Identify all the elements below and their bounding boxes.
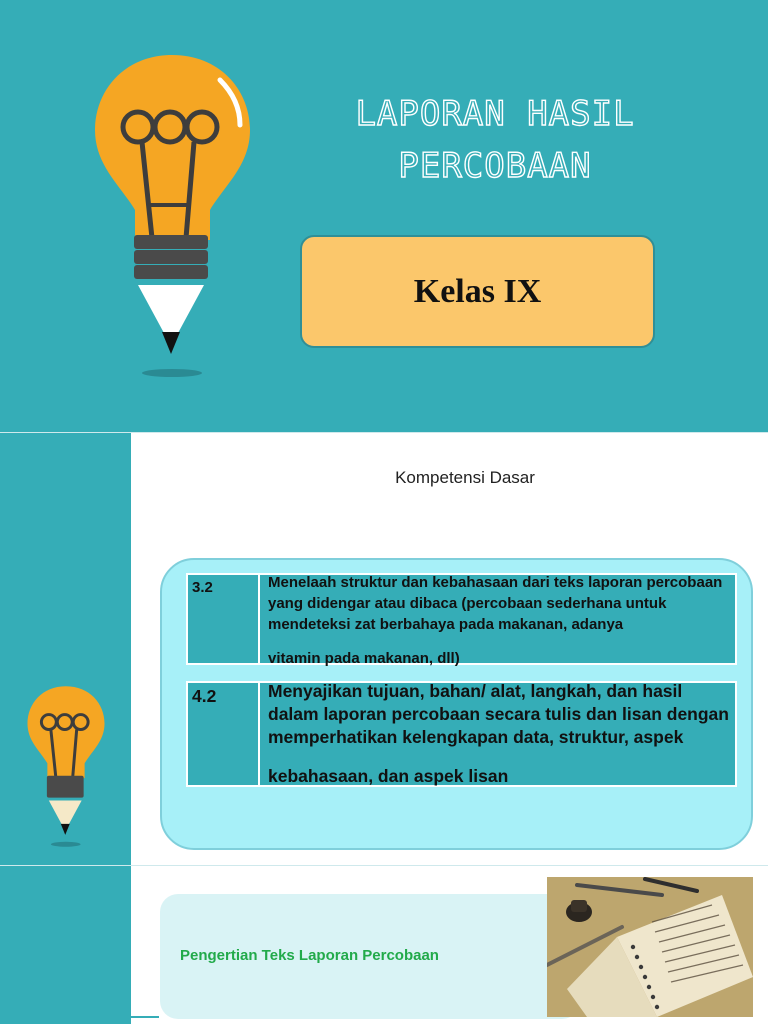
title-line-2: PERCOBAAN (398, 146, 592, 186)
kd-panel (160, 558, 753, 850)
kelas-box (300, 235, 655, 348)
side-panel (0, 866, 131, 1024)
kd-heading: Kompetensi Dasar (395, 468, 535, 487)
kd-text-continued: vitamin pada makanan, dll) (268, 650, 460, 667)
kd-number: 3.2 (192, 579, 213, 596)
pengertian-slide (0, 866, 768, 1024)
kd-row (186, 681, 737, 787)
accent-line (131, 1016, 159, 1018)
slide-title (300, 88, 690, 192)
lightbulb-pencil-icon (90, 50, 255, 385)
kd-row (186, 573, 737, 665)
pengertian-box (160, 894, 580, 1019)
column-divider (258, 575, 260, 663)
column-divider (258, 683, 260, 785)
side-panel (0, 433, 131, 865)
title-slide (0, 0, 768, 432)
notebook-pen-photo (547, 877, 753, 1017)
kd-text: Menelaah struktur dan kebahasaan dari teks laporan percobaan yang didengar atau dibaca (percobaan sederhana untuk mendeteksi zat berbahaya pada makanan, adanya (268, 574, 723, 633)
kelas-label: Kelas IX (413, 272, 542, 310)
title-line-1: LAPORAN HASIL (355, 94, 635, 134)
kd-text-continued: kebahasaan, dan aspek lisan (268, 766, 509, 786)
kd-text: Menyajikan tujuan, bahan/ alat, langkah, dan hasil dalam laporan percobaan secara tulis dan lisan dengan memperhatikan kelengkapan data, struktur, aspek (268, 681, 729, 747)
lightbulb-pencil-icon (25, 678, 107, 856)
pengertian-label: Pengertian Teks Laporan Percobaan (180, 947, 439, 964)
kompetensi-slide (0, 433, 768, 865)
kd-number: 4.2 (192, 686, 217, 706)
